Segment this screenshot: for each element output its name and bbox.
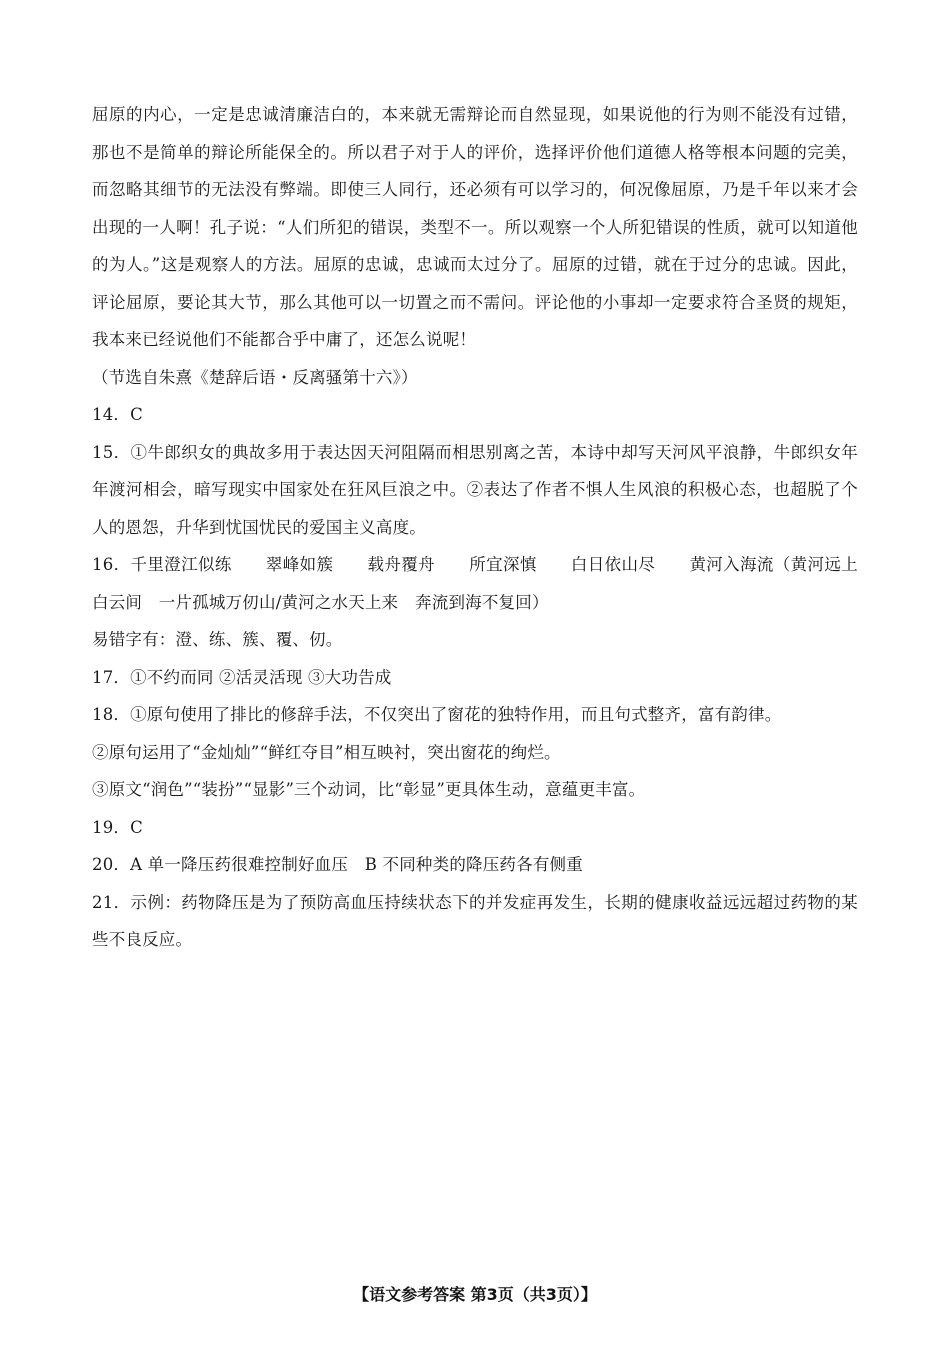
translation-passage: 屈原的内心，一定是忠诚清廉洁白的，本来就无需辩论而自然显现，如果说他的行为则不能没有过错，那也不是简单的辩论所能保全的。所以君子对于人的评价，选择评价他们道德人格等根本问题的完美，而忽略其细节的无法没有弊端。即使三人同行，还必须有可以学习的，何况像屈原，乃是千年以来才会出现的一人啊！孔子说：“人们所犯的错误，类型不一。所以观察一个人所犯错误的性质，就可以知道他的为人。”这是观察人的方法。屈原的忠诚，忠诚而太过分了。屈原的过错，就在于过分的忠诚。因此，评论屈原，要论其大节，那么其他可以一切置之而不需问。评论他的小事却一定要求符合圣贤的规矩，我本来已经说他们不能都合乎中庸了，还怎么说呢！	[92, 105, 858, 349]
answer-19: 19．C	[92, 817, 143, 837]
answer-17: 17．①不约而同 ②活灵活现 ③大功告成	[92, 667, 392, 687]
answer-18-part-2: ②原句运用了“金灿灿”“鲜红夺目”相互映衬，突出窗花的绚烂。	[92, 742, 561, 762]
answer-16-number: 16．	[92, 555, 131, 574]
answer-20: 20．A 单一降压药很难控制好血压 B 不同种类的降压药各有侧重	[92, 855, 583, 874]
answer-16-item-6: 黄河入海流（黄河远上白云间 一片孤城万仞山/黄河之水天上来 奔流到海不复回）	[92, 555, 858, 612]
passage-source: （节选自朱熹《楚辞后语・反离骚第十六》）	[92, 367, 418, 387]
answer-14: 14．C	[92, 405, 143, 424]
answer-16-item-3: 载舟覆舟	[367, 555, 436, 574]
answer-15: 15．①牛郎织女的典故多用于表达因天河阻隔而相思别离之苦，本诗中却写天河风平浪静，牛郎织女年年渡河相会，暗写现实中国家处在狂风巨浪之中。②表达了作者不惧人生风浪的积极心态，也超脱了个人的恩怨，升华到忧国忧民的爱国主义高度。	[92, 442, 858, 537]
answer-16-item-1: 千里澄江似练	[130, 555, 232, 574]
answer-21: 21．示例：药物降压是为了预防高血压持续状态下的并发症再发生，长期的健康收益远远超过药物的某些不良反应。	[92, 892, 858, 949]
answer-18-part-1: 18．①原句使用了排比的修辞手法，不仅突出了窗花的独特作用，而且句式整齐，富有韵律。	[92, 705, 782, 724]
answer-16-item-2: 翠峰如簇	[265, 555, 334, 574]
answer-16	[92, 546, 858, 621]
answer-18-part-3: ③原文“润色”“装扮”“显影”三个动词，比“彰显”更具体生动，意蕴更丰富。	[92, 780, 646, 799]
answer-16-item-4: 所宜深慎	[469, 555, 537, 574]
answer-16-typo-note: 易错字有：澄、练、簇、覆、仞。	[92, 630, 343, 649]
answer-16-item-5: 白日依山尽	[570, 555, 656, 574]
page-footer: 【语文参考答案 第3页（共3页）】	[353, 1285, 597, 1304]
